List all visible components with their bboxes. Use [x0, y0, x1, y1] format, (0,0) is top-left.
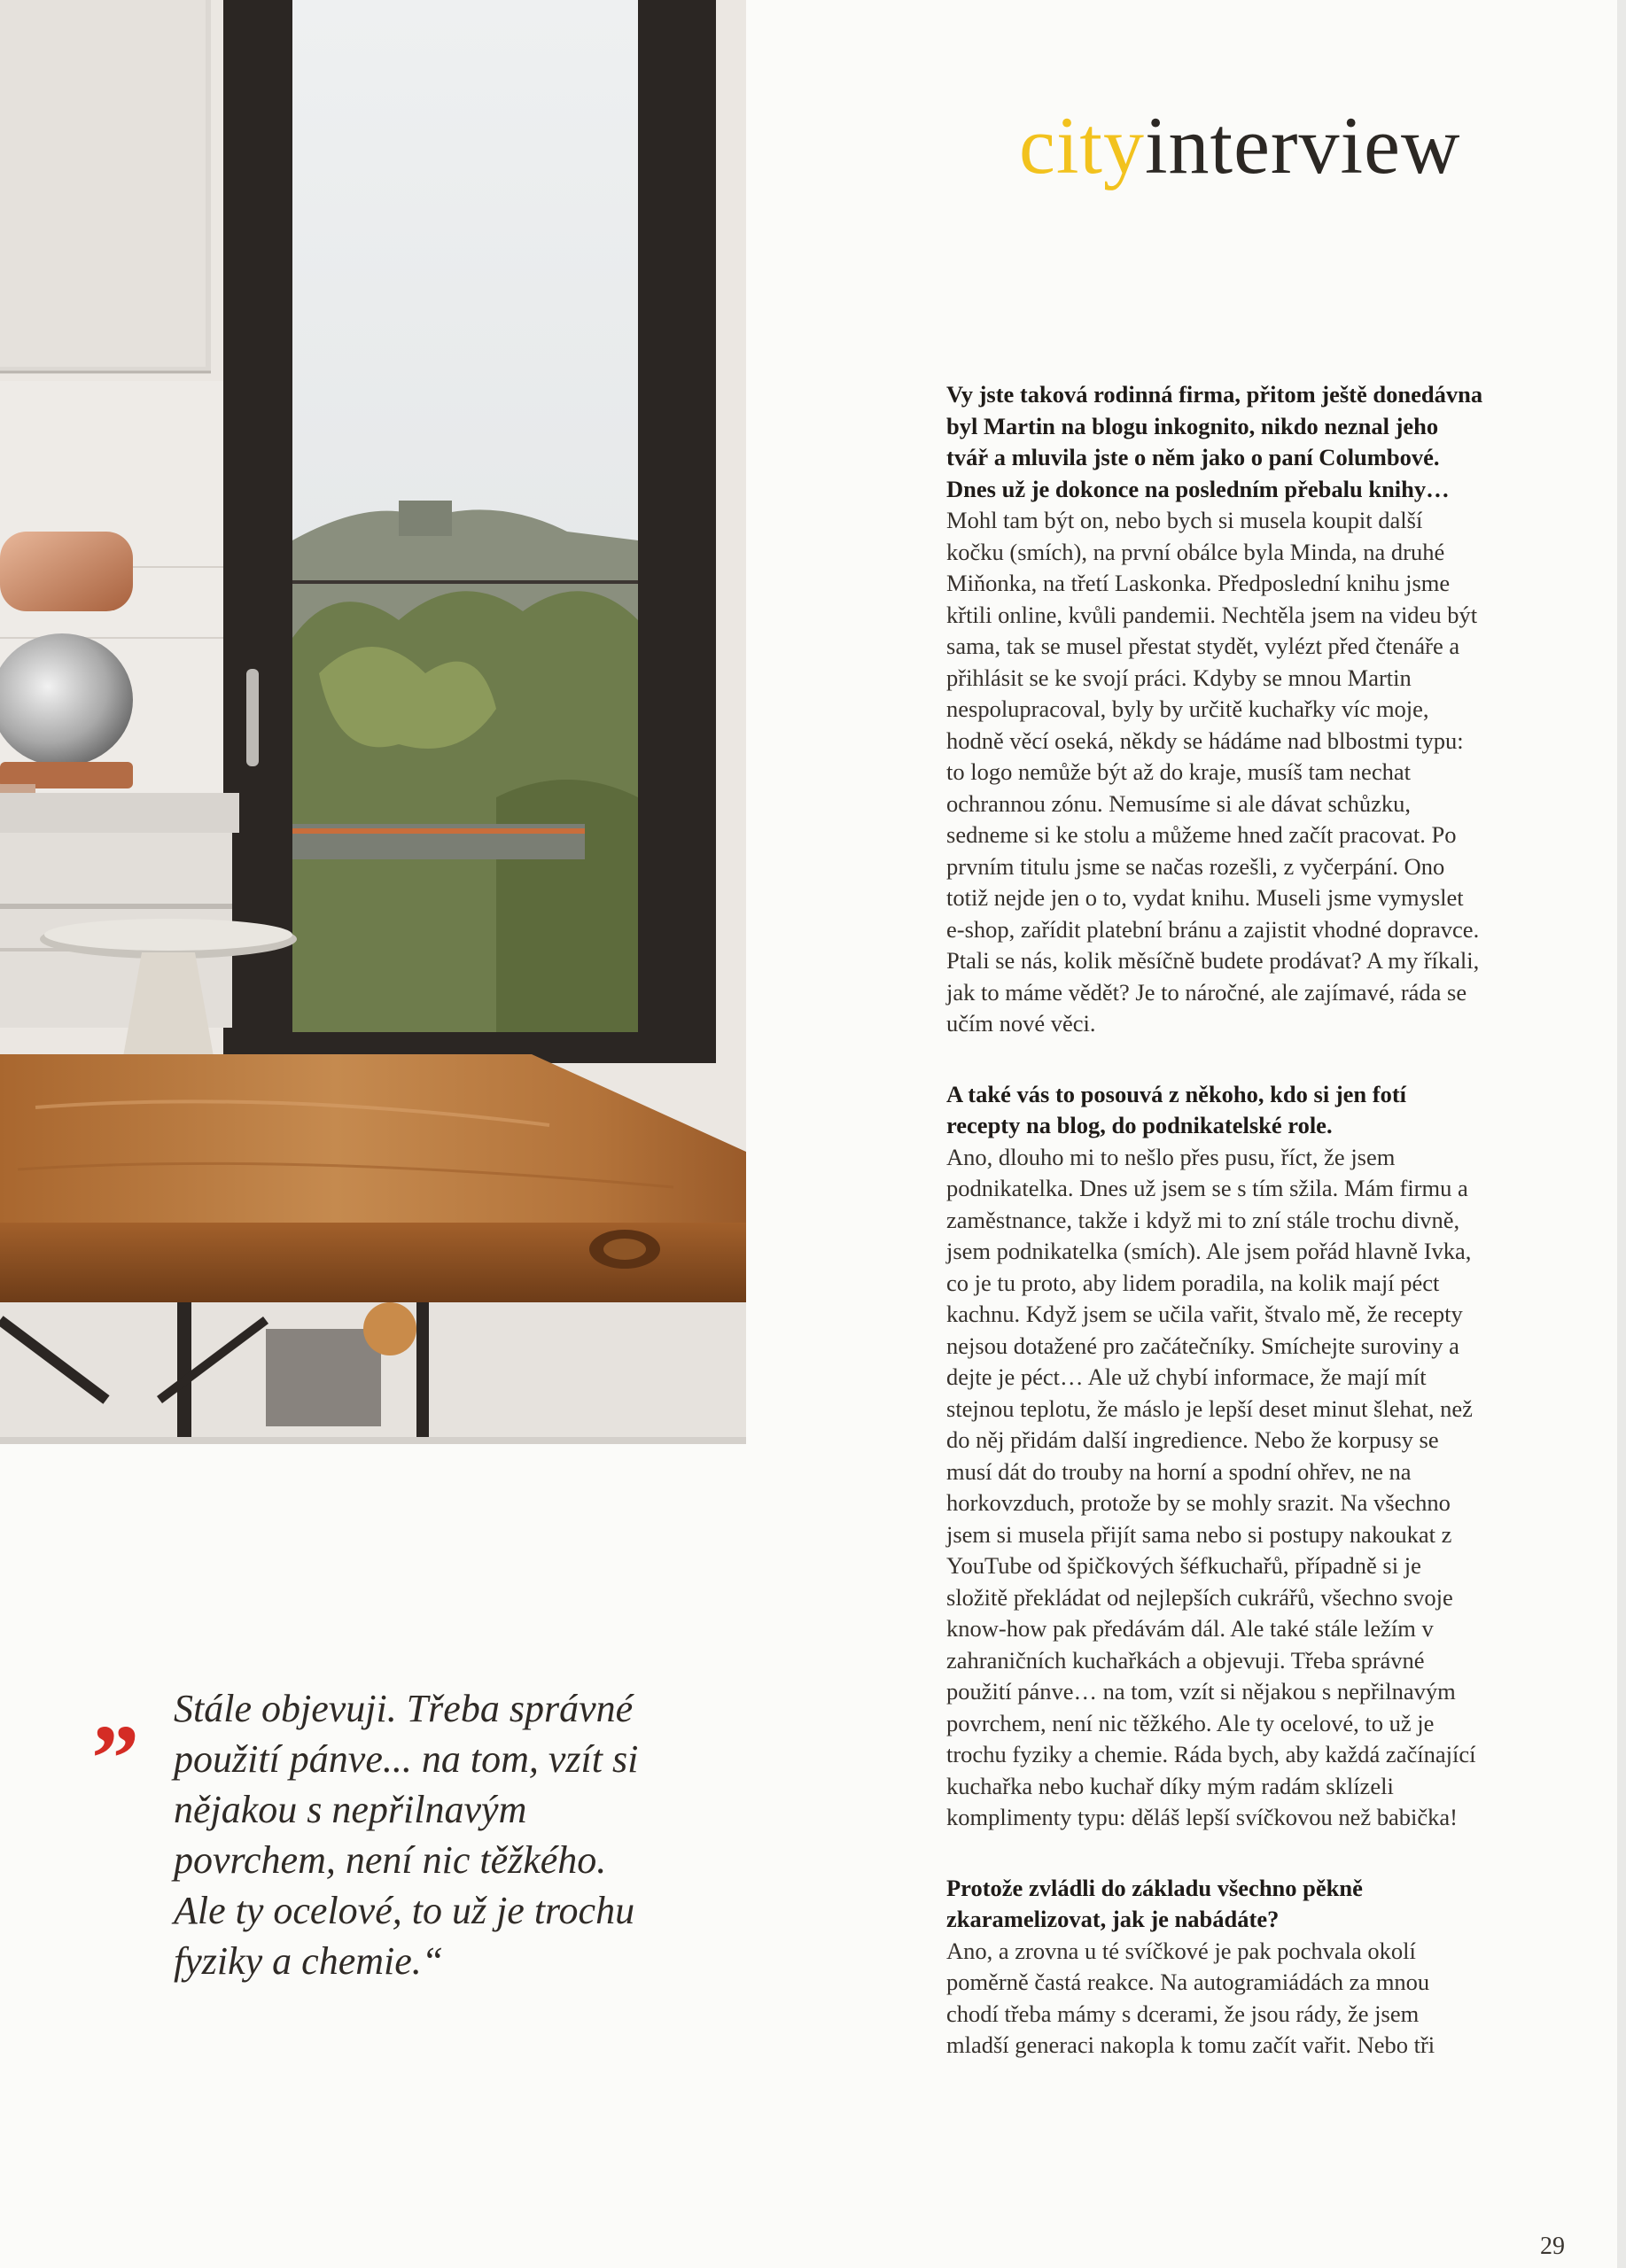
qa-block: [946, 1873, 1485, 2062]
interview-question: Vy jste taková rodinná firma, přitom ještě donedávna byl Martin na blogu inkognito, nikdo neznal jeho tvář a mluvila jste o něm jako o paní Columbové. Dnes už je dokonce na posledním přebalu knihy…: [946, 381, 1483, 502]
masthead-interview: interview: [1144, 100, 1461, 190]
qa-block: [946, 379, 1485, 1040]
quote-mark-icon: „: [92, 1657, 135, 1762]
kitchen-interior-photo: [0, 0, 746, 1444]
pull-quote: [92, 1657, 659, 1986]
qa-block: [946, 1079, 1485, 1834]
page-number: 29: [1540, 2233, 1565, 2260]
page-edge: [1617, 0, 1626, 2268]
interview-question: A také vás to posouvá z někoho, kdo si jen fotí recepty na blog, do podnikatelské role.: [946, 1080, 1407, 1138]
section-masthead: [1019, 100, 1515, 190]
interview-answer: Ano, a zrovna u té svíčkové je pak pochvala okolí poměrně častá reakce. Na autogramiádách za mnou chodí třeba mámy s dcerami, že jsou rády, že jsem mladší generaci nakopla k tomu začít vařit. Nebo tři: [946, 1937, 1435, 2058]
masthead-city: city: [1019, 100, 1145, 190]
interview-answer: Mohl tam být on, nebo bych si musela koupit další kočku (smích), na první obálce byla Minda, na druhé Miňonka, na třetí Laskonka. Předposlední knihu jsme křtili online, kvůli pandemii. Nechtěla jsem na videu být sama, tak se musel přestat stydět, vylézt před čtenáře a přihlásit se ke svojí práci. Kdyby se mnou Martin nespolupracoval, byly by určitě kuchařky víc moje, hodně věcí oseká, někdy se hádáme nad blbostmi typu: to logo nemůže být až do kraje, musíš tam nechat ochrannou zónu. Nemusíme si ale dávat schůzku, sedneme si ke stolu a můžeme hned začít pracovat. Po prvním titulu jsme se načas rozešli, z vyčerpání. Ono totiž nejde jen o to, vydat knihu. Museli jsme vymyslet e-shop, zařídit platební bránu a zajistit vhodné dopravce. Ptali se nás, kolik měsíčně budete prodávat? A my říkali, jak to máme vědět? Je to náročné, ale zajímavé, ráda se učím nové věci.: [946, 507, 1480, 1037]
photo-illustration: [0, 0, 746, 1444]
article-column: [946, 379, 1485, 2101]
pull-quote-text: Stále objevuji. Třeba správné použití pánve... na tom, vzít si nějakou s nepřilnavým povrchem, není nic těžkého. Ale ty ocelové, to už je trochu fyziky a chemie.“: [174, 1687, 639, 1983]
interview-answer: Ano, dlouho mi to nešlo přes pusu, říct, že jsem podnikatelka. Dnes už jsem se s tím sžila. Mám firmu a zaměstnance, takže i když mi to zní stále trochu divně, jsem podnikatelka (smích). Ale jsem pořád hlavně Ivka, co je tu proto, aby lidem poradila, na kolik mají péct kachnu. Když jsem se učila vařit, štvalo mě, že recepty nejsou dotažené pro začátečníky. Smíchejte suroviny a dejte je péct… Ale už chybí informace, že mají mít stejnou teplotu, že máslo je lepší deset minut šlehat, než do něj přidám další ingredience. Nebo že korpusy se musí dát do trouby na horní a spodní ohřev, ne na horkovzduch, protože by se mohly srazit. Na všechno jsem si musela přijít sama nebo si postupy nakoukat z YouTube od špičkových šéfkuchařů, případně si je složitě překládat od nejlepších cukrářů, všechno svoje know-how pak předávám dál. Ale také stále ležím v zahraničních kuchařkách a objevuji. Třeba správné použití pánve… na tom, vzít si nějakou s nepřilnavým povrchem, není nic těžkého. Ale ty ocelové, to už je trochu fyziky a chemie. Ráda bych, aby každá začínající kuchařka nebo kuchař díky mým radám sklízeli komplimenty typu: děláš lepší svíčkovou než babička!: [946, 1143, 1476, 1830]
interview-question: Protože zvládli do základu všechno pěkně zkaramelizovat, jak je nabádáte?: [946, 1874, 1363, 1932]
